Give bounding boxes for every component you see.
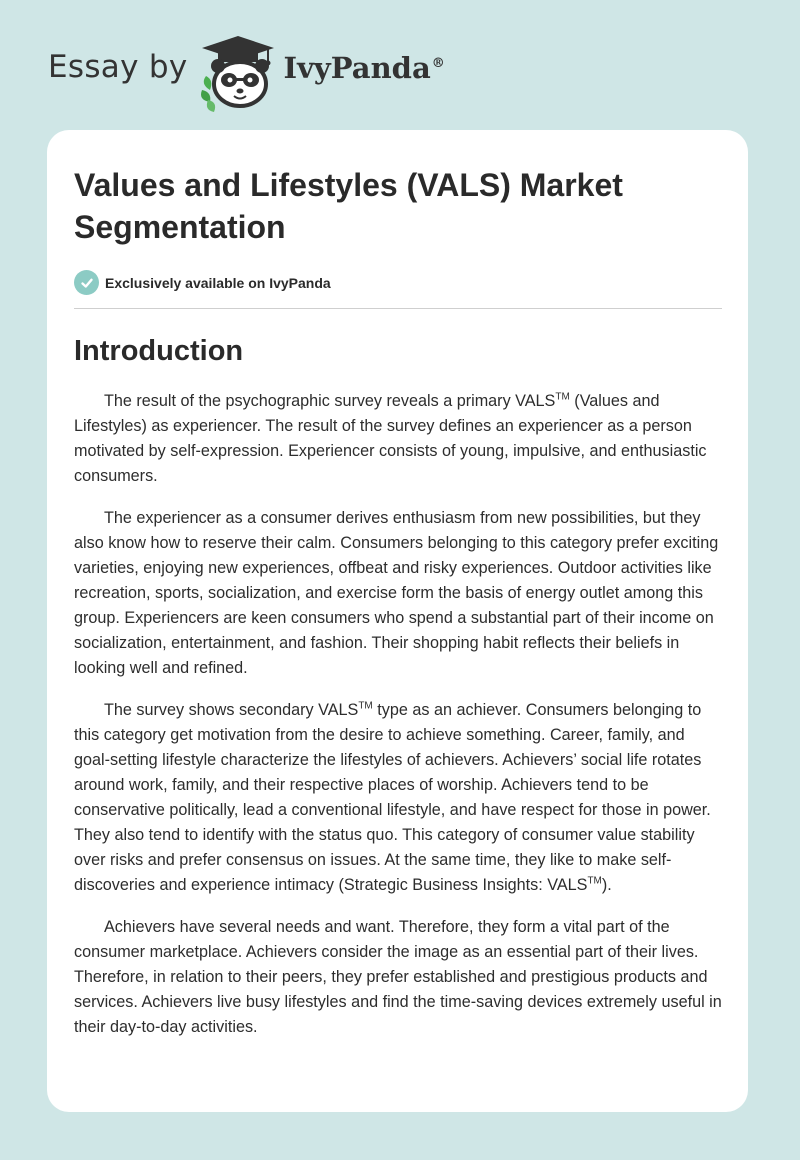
- registered-mark: ®: [431, 56, 445, 72]
- paragraph-3: [74, 698, 722, 898]
- paragraph-1: [74, 389, 722, 489]
- check-icon: [74, 270, 99, 295]
- divider: [74, 308, 722, 309]
- trademark-mark: TM: [587, 875, 602, 887]
- brand-name[interactable]: [284, 51, 445, 85]
- trademark-mark: TM: [358, 700, 373, 712]
- paragraph-3-text-b: type as an achiever. Consumers belonging to this category get motivation from the desire to achieve something. Career, family, and goal-setting lifestyle characterize the lifestyles of achievers. Achievers’ social life rotates around work, family, and their respective places of worship. Achievers tend to be conservative politically, lead a conventional lifestyle, and have respect for those in power. They also tend to identify with the status quo. This category of consumer value stability over risks and prefer consensus on issues. At the same time, they like to make self-discoveries and experience intimacy (Strategic Business Insights: VALS: [74, 701, 711, 894]
- ivypanda-logo[interactable]: [196, 28, 280, 112]
- paragraph-3-text-c: ).: [601, 876, 612, 894]
- paragraph-3-text-a: The survey shows secondary VALS: [104, 701, 359, 719]
- article-body: [74, 389, 722, 1040]
- paragraph-4: Achievers have several needs and want. Therefore, they form a vital part of the consumer marketplace. Achievers consider the image as an essential part of their lives. Therefore, in relation to their peers, they prefer established and prestigious products and services. Achievers live busy lifestyles and find the time-saving devices extremely useful in their day-to-day activities.: [74, 918, 722, 1036]
- site-header: [48, 28, 445, 112]
- trademark-mark: TM: [555, 391, 570, 403]
- article-card: [47, 130, 748, 1112]
- essay-by-label: Essay by: [48, 49, 188, 85]
- exclusive-badge: [74, 270, 722, 295]
- section-heading: Introduction: [74, 335, 244, 367]
- article-title: Values and Lifestyles (VALS) Market Segmentation: [74, 167, 623, 245]
- paragraph-1-text-a: The result of the psychographic survey reveals a primary VALS: [104, 392, 556, 410]
- paragraph-2: The experiencer as a consumer derives enthusiasm from new possibilities, but they also know how to reserve their calm. Consumers belonging to this category prefer exciting varieties, enjoying new experiences, offbeat and risky experiences. Outdoor activities like recreation, sports, socialization, and exercise form the basis of energy outlet among this group. Experiencers are keen consumers who spend a substantial part of their income on socialization, entertainment, and fashion. Their shopping habit reflects their beliefs in looking well and refined.: [74, 509, 719, 677]
- badge-label: Exclusively available on IvyPanda: [105, 274, 331, 291]
- paragraph-1-text-b: (Values and Lifestyles) as experiencer. The result of the survey defines an experiencer as a person motivated by self-expression. Experiencer consists of young, impulsive, and enthusiastic consumers.: [74, 392, 707, 485]
- brand-text: IvyPanda: [283, 51, 431, 85]
